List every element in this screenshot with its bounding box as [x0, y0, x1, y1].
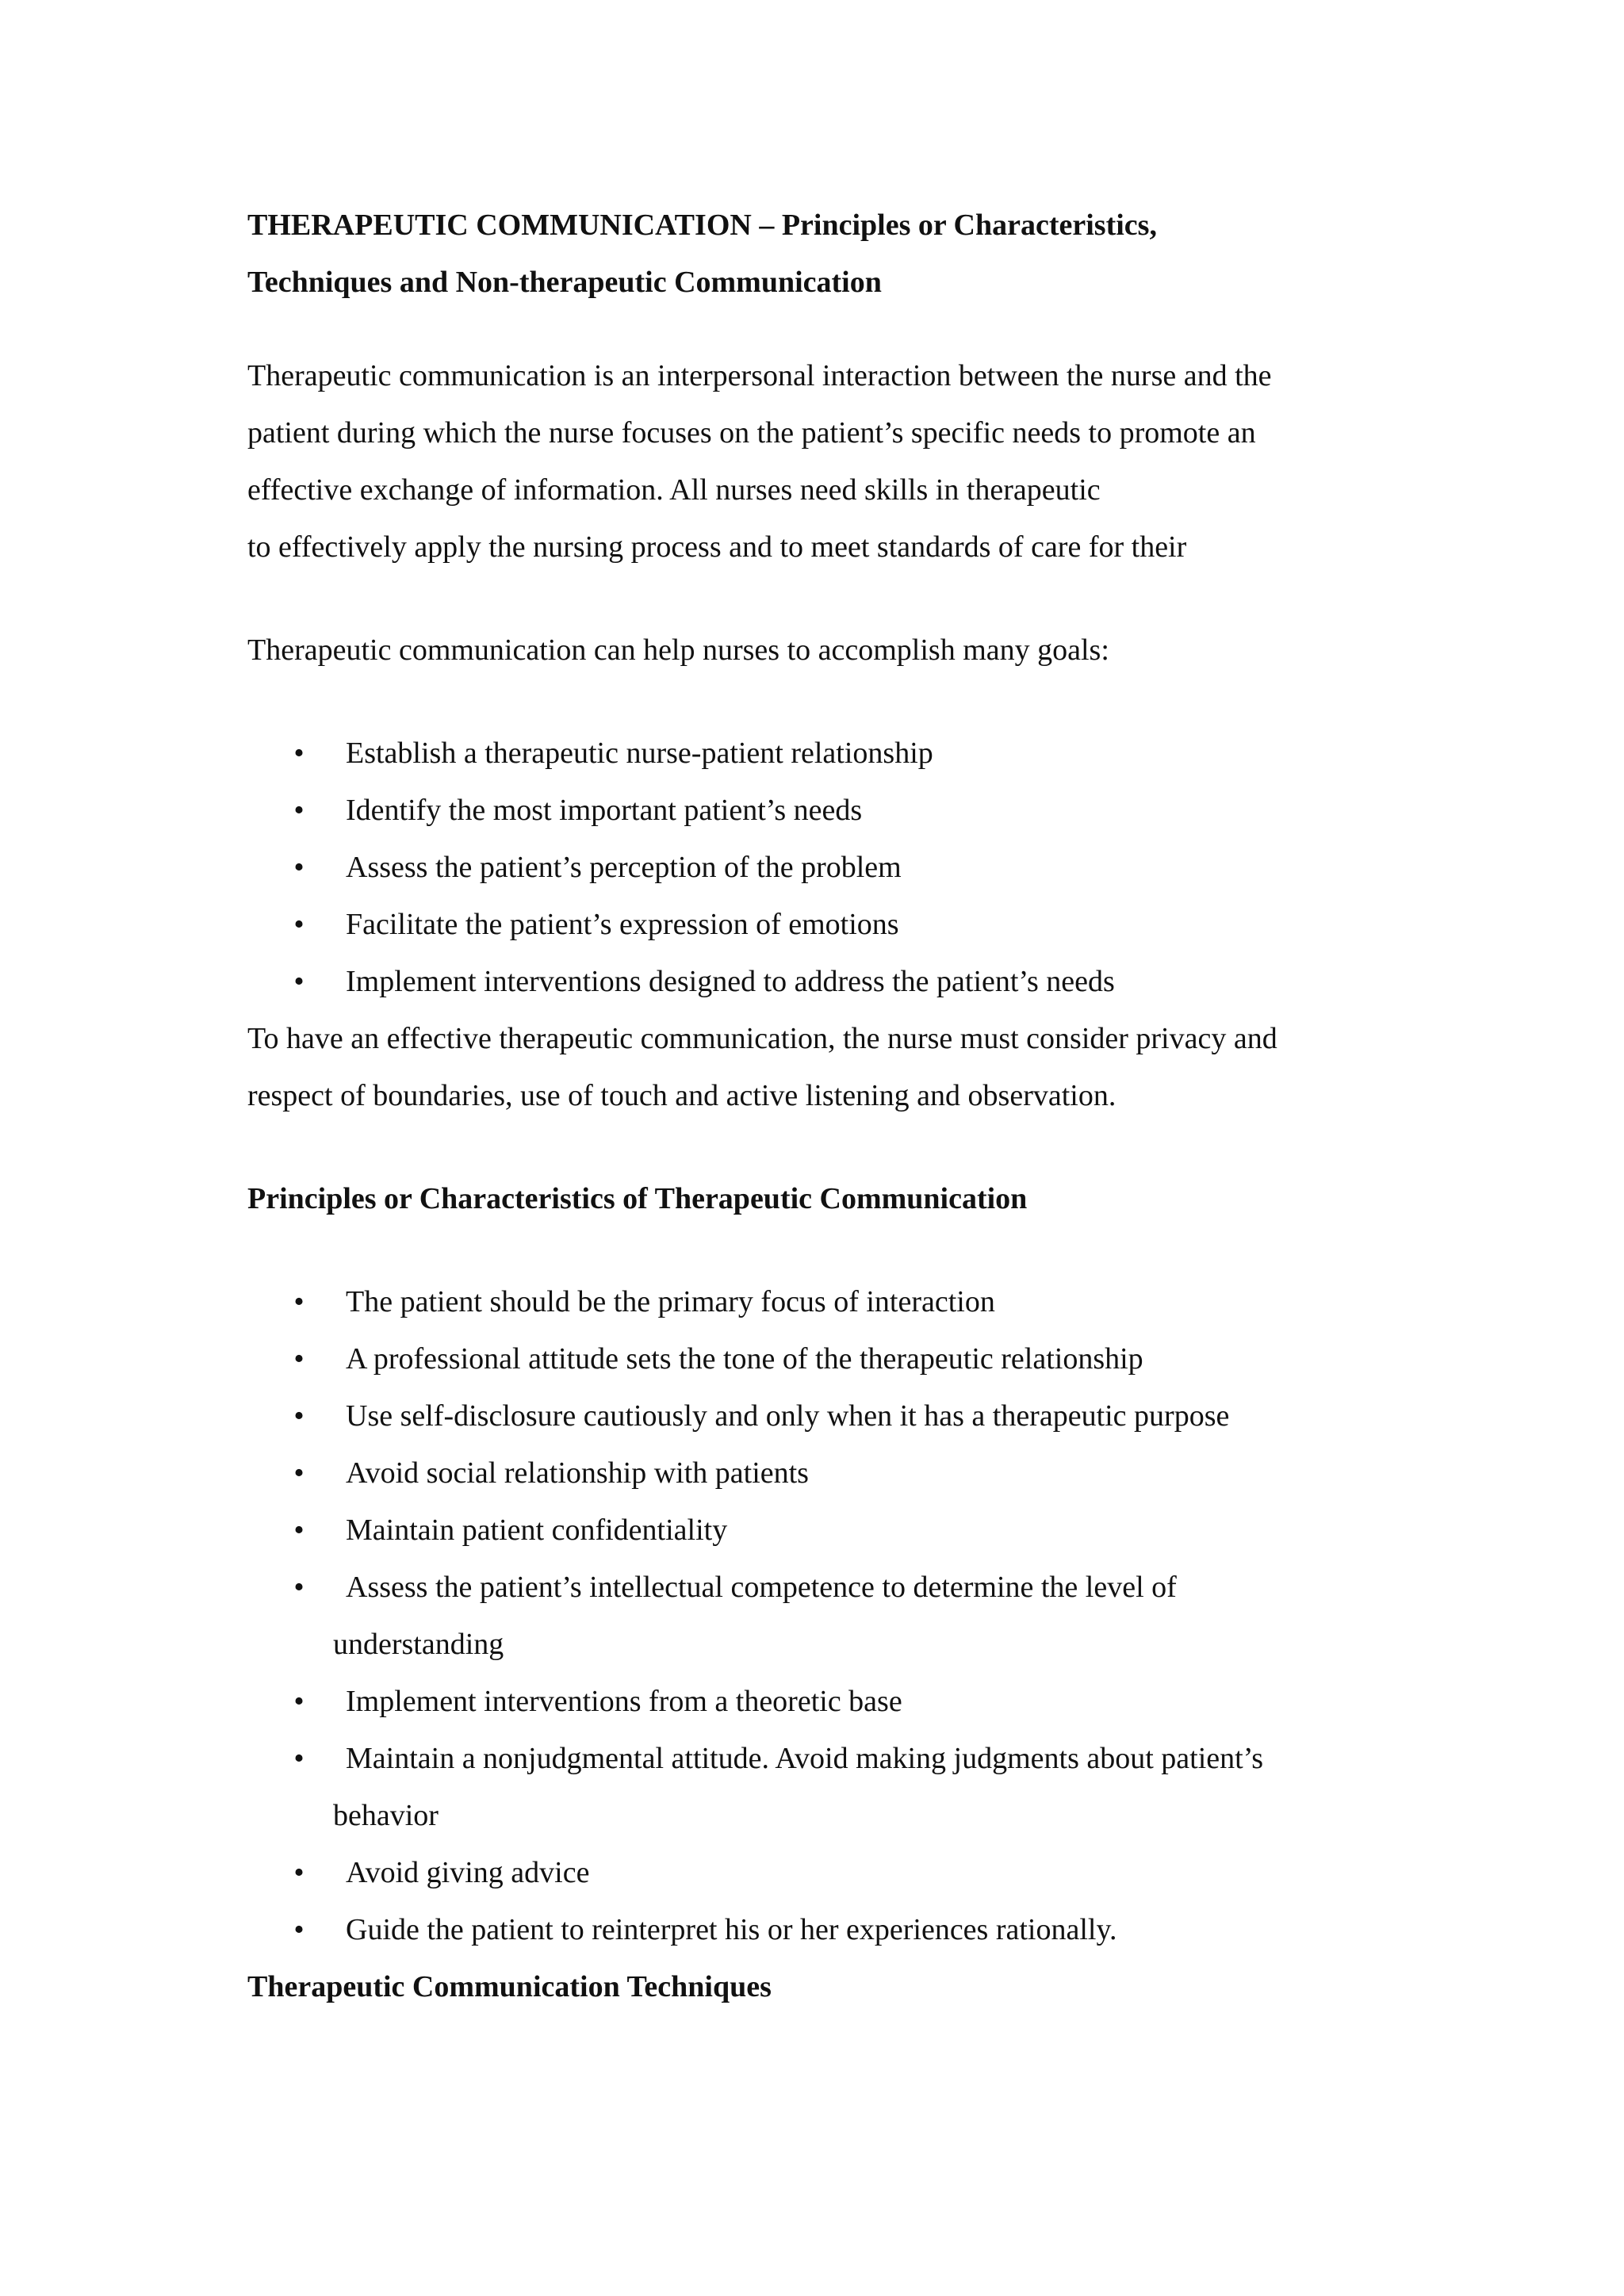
list-item	[247, 782, 1115, 839]
bullet-icon: •	[293, 1685, 304, 1718]
bullet-icon: •	[293, 794, 304, 827]
list-item	[247, 839, 1115, 896]
bullet-icon: •	[293, 1285, 304, 1318]
bullet-icon: •	[293, 851, 304, 884]
list-item-text: Implement interventions from a theoretic base	[346, 1685, 902, 1718]
list-item-text: Facilitate the patient’s expression of emotions	[346, 908, 899, 941]
list-item-continuation: understanding	[333, 1628, 504, 1661]
list-item-text: A professional attitude sets the tone of the therapeutic relationship	[346, 1342, 1143, 1376]
bullet-icon: •	[293, 1456, 304, 1490]
list-item	[247, 1502, 1263, 1559]
list-item-continuation: behavior	[333, 1799, 439, 1832]
list-item-text: Avoid giving advice	[346, 1856, 590, 1889]
list-item	[247, 953, 1115, 1010]
list-item	[247, 1730, 1263, 1844]
list-item-text: Assess the patient’s perception of the problem	[346, 851, 902, 884]
list-item-text: Identify the most important patient’s needs	[346, 794, 863, 827]
bullet-icon: •	[293, 908, 304, 941]
principles-heading: Principles or Characteristics of Therapeutic Communication	[247, 1182, 1028, 1215]
bullet-icon: •	[293, 1742, 304, 1775]
intro-paragraph	[247, 347, 1272, 576]
list-item-text: Establish a therapeutic nurse-patient relationship	[346, 737, 933, 770]
document-title	[247, 197, 1157, 311]
list-item	[247, 896, 1115, 953]
list-item	[247, 1901, 1263, 1958]
list-item	[247, 1445, 1263, 1502]
list-item	[247, 1559, 1263, 1673]
intro-line: to effectively apply the nursing process and to meet standards of care for their	[247, 530, 1187, 564]
principles-list	[247, 1273, 1263, 1958]
intro-line: effective exchange of information. All nurses need skills in therapeutic	[247, 473, 1101, 507]
goals-intro-text: Therapeutic communication can help nurses to accomplish many goals:	[247, 633, 1109, 667]
list-item-text: Maintain a nonjudgmental attitude. Avoid making judgments about patient’s	[346, 1742, 1264, 1775]
title-line-1: THERAPEUTIC COMMUNICATION – Principles or Characteristics,	[247, 209, 1157, 242]
goals-list	[247, 725, 1115, 1010]
list-item-text: Use self-disclosure cautiously and only when it has a therapeutic purpose	[346, 1399, 1230, 1433]
effective-line: To have an effective therapeutic communication, the nurse must consider privacy and	[247, 1022, 1277, 1055]
list-item	[247, 1273, 1263, 1330]
intro-line: patient during which the nurse focuses on the patient’s specific needs to promote an	[247, 416, 1256, 450]
bullet-icon: •	[293, 1571, 304, 1604]
bullet-icon: •	[293, 737, 304, 770]
list-item	[247, 725, 1115, 782]
techniques-heading: Therapeutic Communication Techniques	[247, 1970, 772, 2003]
bullet-icon: •	[293, 1342, 304, 1376]
bullet-icon: •	[293, 1513, 304, 1547]
list-item	[247, 1330, 1263, 1387]
intro-line: Therapeutic communication is an interpersonal interaction between the nurse and the	[247, 359, 1272, 392]
list-item-text: Maintain patient confidentiality	[346, 1513, 728, 1547]
list-item-text: The patient should be the primary focus of interaction	[346, 1285, 995, 1318]
list-item-text: Assess the patient’s intellectual competence to determine the level of	[346, 1571, 1177, 1604]
list-item	[247, 1673, 1263, 1730]
list-item	[247, 1387, 1263, 1445]
title-line-2: Techniques and Non-therapeutic Communication	[247, 266, 882, 299]
bullet-icon: •	[293, 1913, 304, 1946]
goals-intro	[247, 622, 1109, 679]
bullet-icon: •	[293, 1856, 304, 1889]
list-item-text: Guide the patient to reinterpret his or her experiences rationally.	[346, 1913, 1117, 1946]
effective-line: respect of boundaries, use of touch and active listening and observation.	[247, 1079, 1116, 1112]
bullet-icon: •	[293, 1399, 304, 1433]
list-item	[247, 1844, 1263, 1901]
list-item-text: Implement interventions designed to address the patient’s needs	[346, 965, 1115, 998]
effective-paragraph	[247, 1010, 1277, 1124]
list-item-text: Avoid social relationship with patients	[346, 1456, 809, 1490]
bullet-icon: •	[293, 965, 304, 998]
